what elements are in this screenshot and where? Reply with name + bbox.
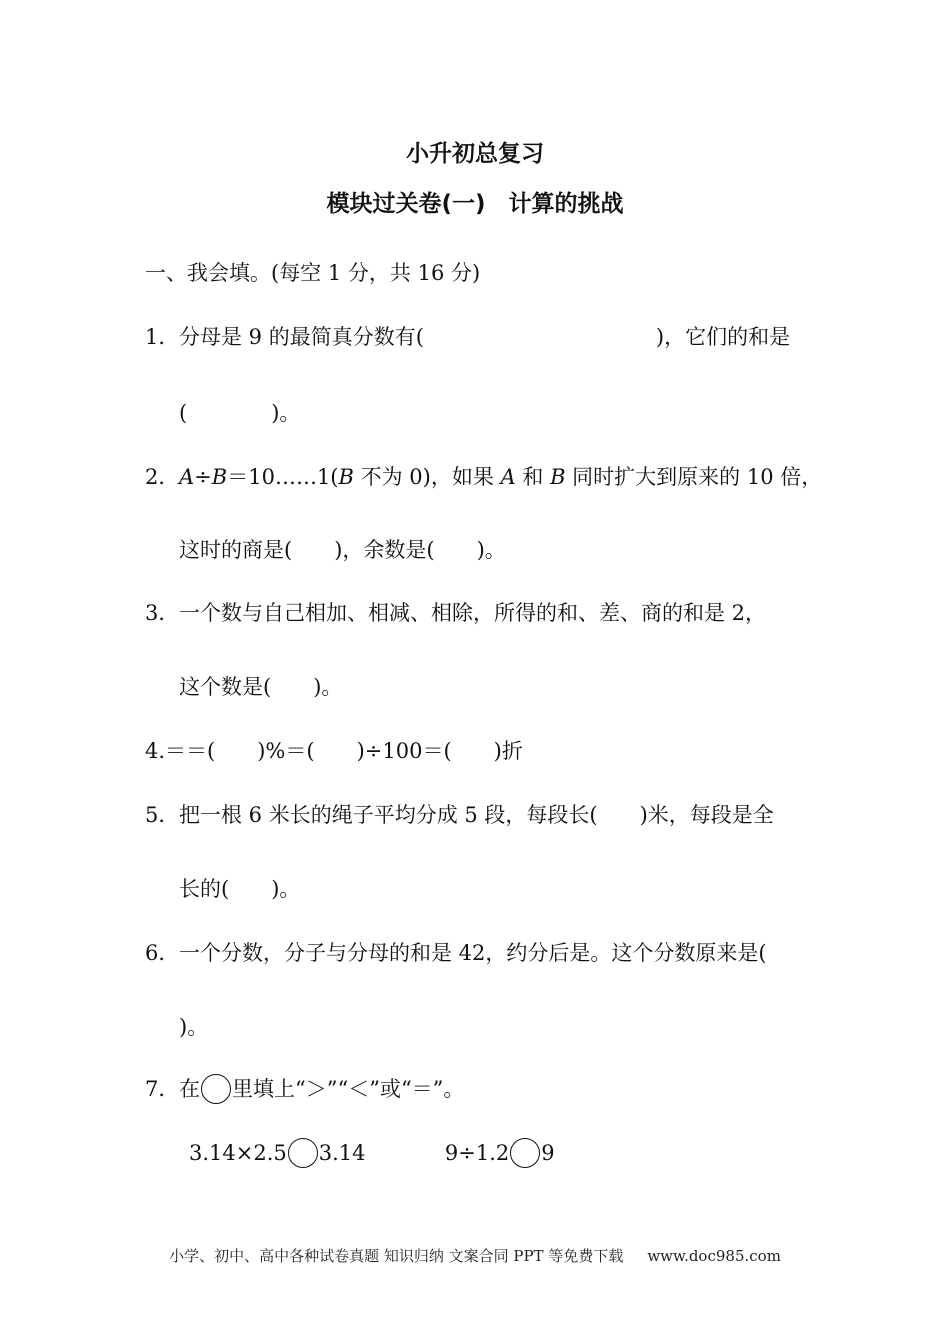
question-1 bbox=[145, 322, 790, 352]
question-number: 3． bbox=[145, 601, 180, 625]
question-text: 在 bbox=[179, 1077, 200, 1101]
question-6 bbox=[145, 938, 767, 968]
question-text: 不为 0)，如果 bbox=[353, 465, 501, 489]
expression-right: 3.14 bbox=[318, 1141, 366, 1165]
question-5-continuation: 长的( )。 bbox=[179, 877, 301, 901]
question-7 bbox=[145, 1074, 464, 1104]
answer-circle[interactable] bbox=[510, 1138, 540, 1168]
question-text: ＝10……1( bbox=[227, 465, 339, 489]
variable-b: B bbox=[550, 465, 566, 489]
footer-text: 小学、初中、高中各种试卷真题 知识归纳 文案合同 PPT 等免费下载 bbox=[169, 1247, 624, 1265]
question-6-continuation: )。 bbox=[179, 1015, 209, 1039]
question-number: 2． bbox=[145, 465, 180, 489]
question-5 bbox=[145, 800, 774, 830]
question-text: 里填上“＞”“＜”或“＝”。 bbox=[232, 1077, 465, 1101]
variable-b: B bbox=[211, 465, 228, 489]
question-2 bbox=[145, 462, 822, 492]
expression-right: 9 bbox=[541, 1141, 555, 1165]
variable-a: A bbox=[179, 465, 195, 489]
question-number: 5． bbox=[145, 803, 180, 827]
question-text: 同时扩大到原来的 10 倍， bbox=[565, 465, 823, 489]
page-title: 小升初总复习 bbox=[406, 141, 544, 167]
question-text: 一个数与自己相加、相减、相除，所得的和、差、商的和是 2， bbox=[179, 601, 767, 625]
question-text: 分母是 9 的最简真分数有( bbox=[179, 325, 424, 349]
expression-left: 3.14×2.5 bbox=[189, 1141, 287, 1165]
question-4: 4.＝＝( )%＝( )÷100＝( )折 bbox=[145, 739, 523, 763]
question-text: 和 bbox=[515, 465, 551, 489]
answer-circle[interactable] bbox=[288, 1138, 318, 1168]
question-2-continuation: 这时的商是( )，余数是( )。 bbox=[179, 538, 506, 562]
division-sign: ÷ bbox=[194, 465, 212, 489]
question-text: 把一根 6 米长的绳子平均分成 5 段，每段长( )米，每段是全 bbox=[179, 803, 774, 827]
question-number: 7． bbox=[145, 1077, 180, 1101]
variable-b: B bbox=[338, 465, 354, 489]
question-text: 一个分数，分子与分母的和是 42，约分后是。这个分数原来是( bbox=[179, 941, 767, 965]
variable-a: A bbox=[500, 465, 516, 489]
compare-circle-icon bbox=[201, 1074, 231, 1104]
question-number: 1． bbox=[145, 325, 180, 349]
question-3 bbox=[145, 598, 766, 628]
comparison-row bbox=[189, 1138, 555, 1168]
question-text: )，它们的和是 bbox=[655, 325, 791, 349]
question-1-continuation: ( )。 bbox=[179, 401, 301, 425]
question-number: 6． bbox=[145, 941, 180, 965]
page-subtitle: 模块过关卷(一) 计算的挑战 bbox=[326, 191, 624, 217]
question-3-continuation: 这个数是( )。 bbox=[179, 675, 343, 699]
footer bbox=[0, 1245, 950, 1266]
footer-url[interactable]: www.doc985.com bbox=[647, 1247, 781, 1265]
expression-left: 9÷1.2 bbox=[444, 1141, 510, 1165]
section-heading: 一、我会填。(每空 1 分，共 16 分) bbox=[145, 261, 481, 285]
